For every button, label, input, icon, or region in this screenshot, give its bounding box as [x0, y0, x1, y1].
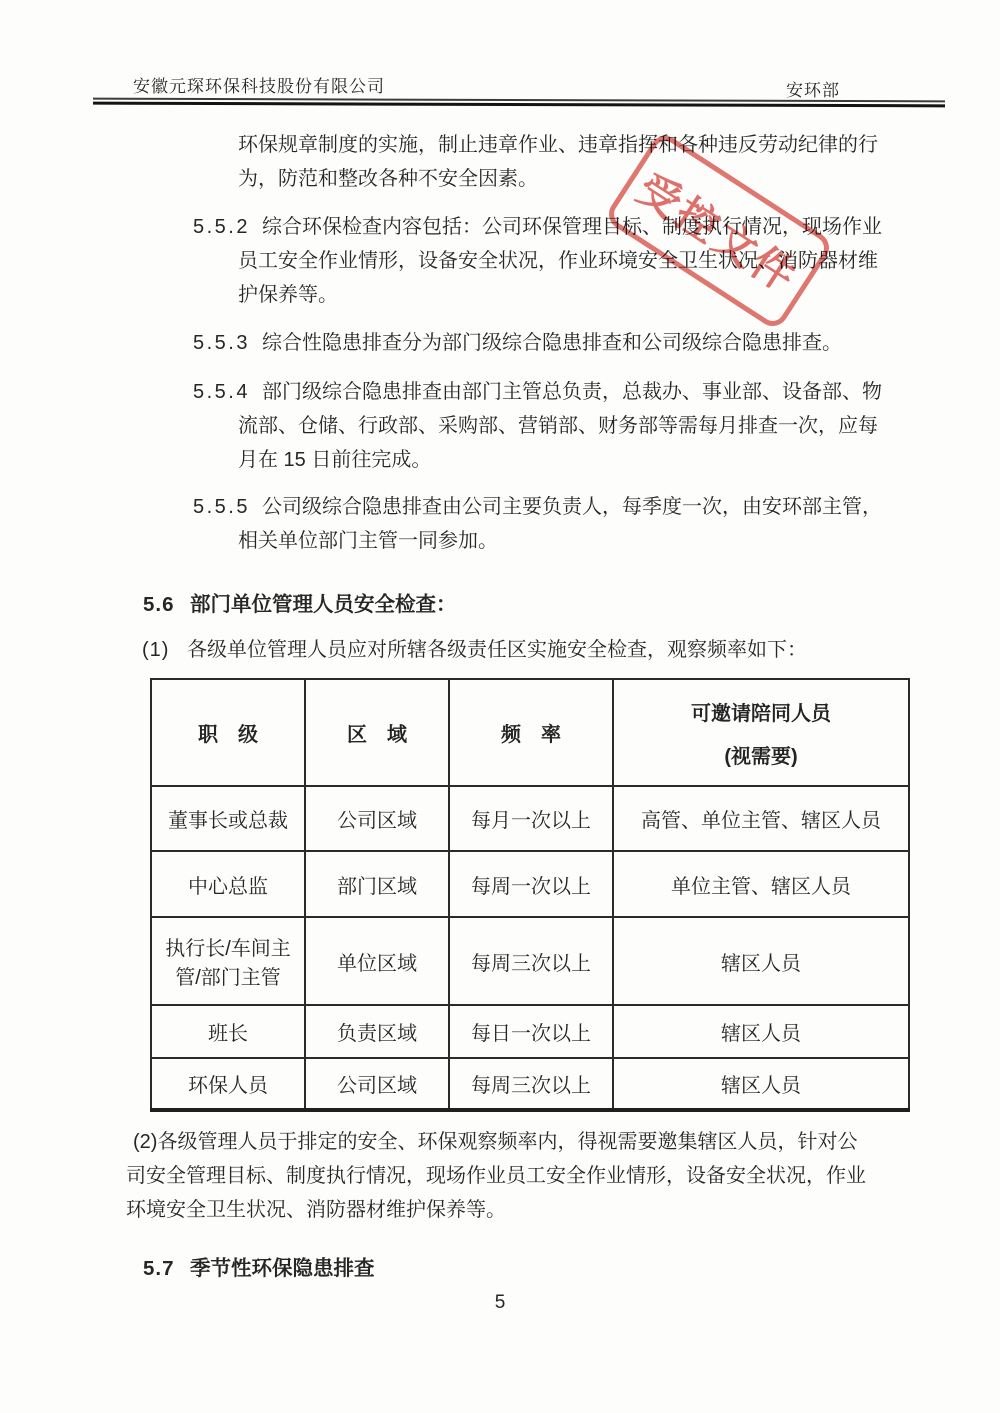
section-title: 季节性环保隐患排查	[190, 1257, 375, 1280]
item-number: (1)	[142, 639, 170, 661]
cell-frequency: 每日一次以上	[449, 1005, 613, 1058]
clause-number: 5.5.5	[193, 496, 250, 518]
table-row	[151, 1005, 909, 1058]
cell-area: 单位区域	[305, 917, 449, 1005]
page-number: 5	[494, 1292, 506, 1313]
list-item-2	[126, 1125, 866, 1227]
cell-frequency: 每月一次以上	[449, 786, 613, 851]
clause-555	[193, 490, 882, 558]
text-line	[193, 326, 842, 360]
cell-area: 负责区域	[305, 1005, 449, 1058]
text-line: 环保规章制度的实施，制止违章作业、违章指挥和各种违反劳动纪律的行	[238, 134, 878, 156]
section-title: 部门单位管理人员安全检查：	[190, 593, 457, 616]
text-line: 司安全管理目标、制度执行情况，现场作业员工安全作业情形，设备安全状况，作业	[126, 1165, 866, 1187]
section-heading-57	[143, 1252, 375, 1286]
cell-rank: 环保人员	[151, 1058, 305, 1110]
column-header-area: 区 域	[305, 679, 449, 786]
clause-text: 公司级综合隐患排查由公司主要负责人，每季度一次，由安环部主管，	[262, 496, 882, 518]
item-text: 各级单位管理人员应对所辖各级责任区实施安全检查，观察频率如下：	[187, 639, 807, 661]
clause-553	[193, 326, 842, 360]
header-company-name: 安徽元琛环保科技股份有限公司	[133, 77, 385, 96]
text-line: 员工安全作业情形，设备安全状况，作业环境安全卫生状况、消防器材维	[238, 250, 878, 272]
clause-text: 综合性隐患排查分为部门级综合隐患排查和公司级综合隐患排查。	[262, 332, 842, 354]
cell-frequency: 每周三次以上	[449, 1058, 613, 1110]
text-line	[193, 490, 882, 524]
text-line: 流部、仓储、行政部、采购部、营销部、财务部等需每月排查一次，应每	[238, 415, 878, 437]
cell-area: 公司区域	[305, 1058, 449, 1110]
section-number: 5.7	[143, 1257, 175, 1280]
clause-551-tail	[238, 128, 878, 196]
cell-rank: 董事长或总裁	[151, 786, 305, 851]
table-row	[151, 917, 909, 1005]
column-header-frequency: 频 率	[449, 679, 613, 786]
table-header-row	[151, 679, 909, 786]
table-row	[151, 851, 909, 917]
table-row	[151, 786, 909, 851]
text-line: (2)各级管理人员于排定的安全、环保观察频率内，得视需要邀集辖区人员，针对公	[133, 1131, 858, 1153]
cell-accompany: 单位主管、辖区人员	[613, 851, 909, 917]
column-header-accompany-line1: 可邀请陪同人员	[691, 702, 831, 725]
inspection-frequency-table	[150, 678, 910, 1112]
text-line	[193, 375, 882, 409]
section-heading-56	[143, 588, 457, 622]
cell-accompany: 辖区人员	[613, 917, 909, 1005]
header-department: 安环部	[786, 81, 840, 100]
cell-accompany: 辖区人员	[613, 1058, 909, 1110]
text-line: 相关单位部门主管一同参加。	[238, 530, 498, 552]
list-item-1	[142, 633, 807, 667]
column-header-accompany	[613, 679, 909, 786]
cell-accompany: 高管、单位主管、辖区人员	[613, 786, 909, 851]
cell-frequency: 每周三次以上	[449, 917, 613, 1005]
table-row	[151, 1058, 909, 1110]
clause-text: 综合环保检查内容包括：公司环保管理目标、制度执行情况，现场作业	[262, 216, 882, 238]
cell-frequency: 每周一次以上	[449, 851, 613, 917]
cell-rank: 中心总监	[151, 851, 305, 917]
clause-number: 5.5.3	[193, 332, 250, 354]
text-line: 环境安全卫生状况、消防器材维护保养等。	[126, 1199, 506, 1221]
text-line	[142, 633, 807, 667]
clause-number: 5.5.4	[193, 381, 250, 403]
cell-rank: 执行长/车间主管/部门主管	[151, 917, 305, 1005]
column-header-rank: 职 级	[151, 679, 305, 786]
clause-text: 部门级综合隐患排查由部门主管总负责，总裁办、事业部、设备部、物	[262, 381, 882, 403]
text-line: 为，防范和整改各种不安全因素。	[238, 168, 538, 190]
header-rule	[93, 98, 945, 108]
stamp-text: 受控文件	[629, 164, 806, 302]
text-line: 护保养等。	[238, 284, 338, 306]
clause-number: 5.5.2	[193, 216, 250, 238]
text-line: 月在 15 日前往完成。	[238, 449, 432, 471]
section-number: 5.6	[143, 593, 175, 616]
column-header-accompany-line2: (视需要)	[724, 745, 798, 768]
clause-554	[193, 375, 882, 477]
cell-accompany: 辖区人员	[613, 1005, 909, 1058]
cell-area: 部门区域	[305, 851, 449, 917]
cell-rank: 班长	[151, 1005, 305, 1058]
cell-area: 公司区域	[305, 786, 449, 851]
